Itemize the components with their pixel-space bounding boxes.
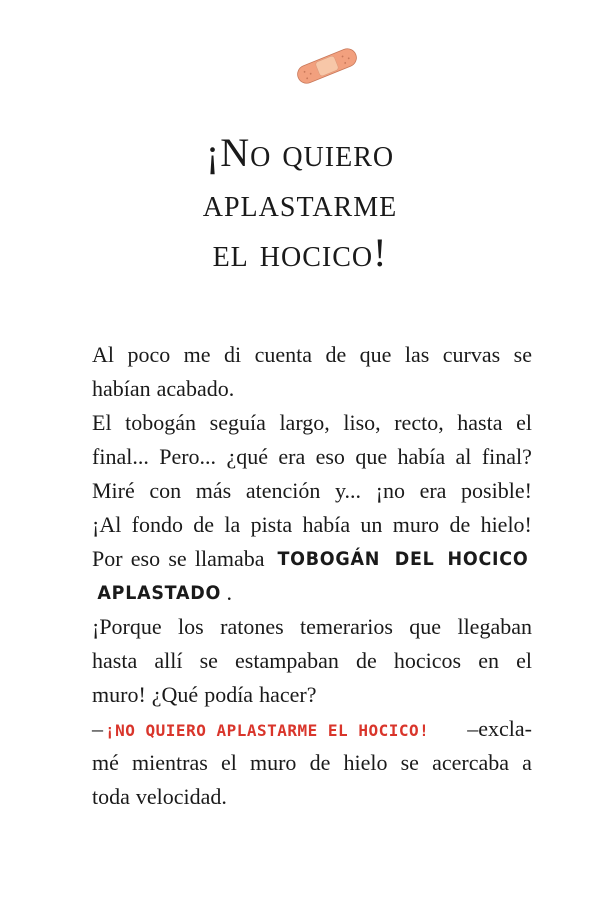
word: a	[522, 750, 532, 775]
word: el	[220, 750, 237, 775]
word: tobogán	[125, 410, 197, 435]
word: –excla-	[467, 716, 532, 741]
word: de	[309, 750, 331, 775]
word: recto,	[394, 410, 444, 435]
word: se	[513, 342, 532, 367]
word: era	[278, 444, 306, 469]
word: el	[516, 648, 532, 673]
word: hielo	[343, 750, 388, 775]
word: mé	[92, 750, 119, 775]
word: ¡no	[375, 478, 405, 503]
word: me	[183, 342, 211, 367]
body-text	[92, 338, 532, 814]
word: seguía	[209, 410, 266, 435]
word: Por	[92, 546, 123, 571]
word: había	[302, 512, 351, 537]
word: y...	[334, 478, 362, 503]
word: que	[355, 444, 388, 469]
word: Al	[92, 342, 114, 367]
word: velocidad.	[135, 784, 227, 809]
word: podía	[204, 682, 254, 707]
word: mientras	[132, 750, 208, 775]
word: muro!	[92, 682, 146, 707]
word: final?	[481, 444, 532, 469]
stamp-text: HOCICO	[447, 548, 529, 570]
word: estampaban	[235, 648, 339, 673]
text-line	[92, 406, 532, 440]
word: muro	[249, 750, 297, 775]
word: el	[516, 410, 532, 435]
word: acercaba	[432, 750, 509, 775]
word: Pero...	[159, 444, 217, 469]
text-line	[92, 644, 532, 678]
stamp-text: APLASTADO	[97, 582, 222, 604]
word: Miré	[92, 478, 135, 503]
text-line	[92, 440, 532, 474]
word: llegaban	[457, 614, 532, 639]
word: cuenta	[254, 342, 312, 367]
word: había	[397, 444, 446, 469]
word: allí	[154, 648, 183, 673]
shout-text: ¡NO QUIERO APLASTARME EL HOCICO!	[105, 721, 430, 740]
text-line	[92, 678, 532, 712]
word: acabado.	[156, 376, 235, 401]
word: ¡Al	[92, 512, 122, 537]
word: eso	[130, 546, 161, 571]
word: los	[178, 614, 204, 639]
stamp-text: TOBOGÁN	[277, 548, 380, 570]
word: más	[195, 478, 232, 503]
word: de	[356, 648, 377, 673]
chapter-title-line: ¡No quiero	[205, 130, 395, 175]
chapter-title-line: aplastarme	[202, 180, 398, 225]
word: hielo!	[480, 512, 532, 537]
word: llamaba	[194, 546, 265, 571]
word: posible!	[461, 478, 532, 503]
word: era	[419, 478, 447, 503]
word: temerarios	[300, 614, 393, 639]
word: se	[168, 546, 187, 571]
word: que	[359, 342, 392, 367]
text-line	[92, 338, 532, 372]
word: que	[409, 614, 442, 639]
word: de	[325, 342, 347, 367]
word: atención	[245, 478, 321, 503]
word: hacer?	[259, 682, 317, 707]
word: se	[400, 750, 419, 775]
word: de	[449, 512, 471, 537]
text-line	[92, 712, 532, 746]
word: final...	[92, 444, 149, 469]
word: .	[226, 580, 232, 605]
word: se	[199, 648, 218, 673]
stamp-text: DEL	[394, 548, 435, 570]
word: toda	[92, 784, 130, 809]
dash: –	[92, 716, 103, 741]
word: al	[455, 444, 472, 469]
text-line	[92, 780, 532, 814]
text-line	[92, 508, 532, 542]
chapter-title-line: el hocico!	[212, 230, 388, 275]
text-line	[92, 372, 532, 406]
text-line	[92, 746, 532, 780]
word: ¡Porque	[92, 614, 162, 639]
word: di	[224, 342, 242, 367]
word: ratones	[220, 614, 284, 639]
word: hasta	[457, 410, 503, 435]
word: hasta	[92, 648, 138, 673]
word: El	[92, 410, 112, 435]
word: fondo	[131, 512, 183, 537]
word: de	[193, 512, 215, 537]
word: la	[224, 512, 241, 537]
bandage-icon	[292, 46, 362, 86]
word: hocicos	[393, 648, 462, 673]
text-line	[92, 576, 532, 610]
word: en	[478, 648, 499, 673]
word: eso	[315, 444, 345, 469]
chapter-title	[0, 128, 600, 278]
word: ¿Qué	[151, 682, 199, 707]
text-line	[92, 474, 532, 508]
word: ¿qué	[226, 444, 268, 469]
word: poco	[127, 342, 171, 367]
word: largo,	[279, 410, 330, 435]
text-line	[92, 542, 532, 576]
word: con	[149, 478, 182, 503]
word: pista	[250, 512, 293, 537]
word: habían	[92, 376, 151, 401]
text-line	[92, 610, 532, 644]
word: muro	[392, 512, 440, 537]
word: un	[360, 512, 383, 537]
word: las	[404, 342, 430, 367]
word: curvas	[442, 342, 501, 367]
word: liso,	[343, 410, 381, 435]
